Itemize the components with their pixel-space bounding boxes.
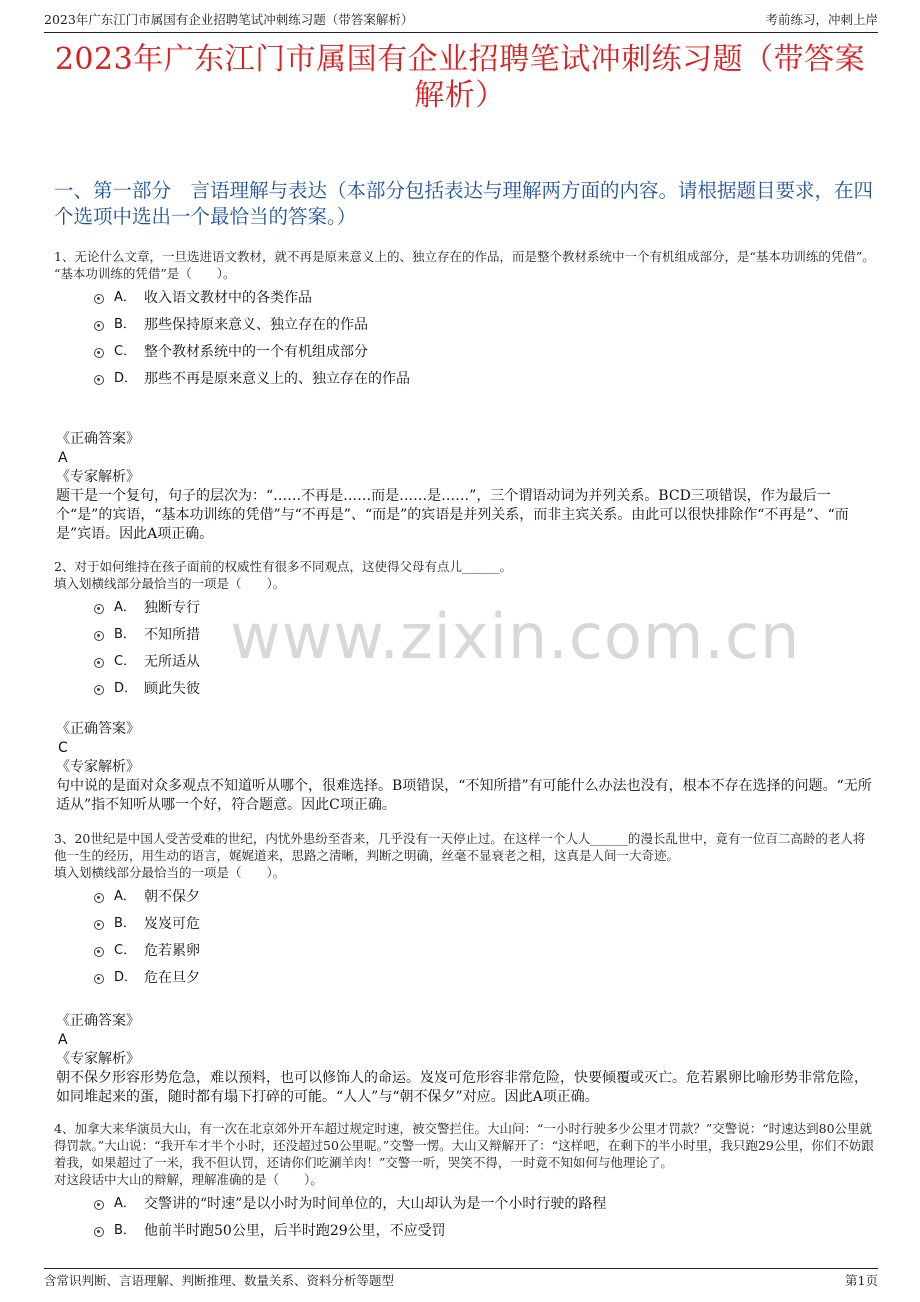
question-4 <box>54 1120 876 1248</box>
option-text: 整个教材系统中的一个有机组成部分 <box>144 344 368 360</box>
option-a[interactable] <box>94 1194 876 1221</box>
radio-icon[interactable] <box>94 1200 104 1210</box>
option-text: 收入语文教材中的各类作品 <box>144 290 312 306</box>
question-stem: 4、加拿大来华演员大山，有一次在北京郊外开车超过规定时速，被交警拦住。大山问：“一小时行驶多少公里才罚款？”交警说：“时速达到80公里就得罚款。”大山说：“我开车才半个小时，还没超过50公里呢。”交警一愣。大山又辩解开了：“这样吧，在剩下的半小时里，我只跑29公里，你们不妨跟着我，如果超过了一米，我不但认罚，还请你们吃涮羊肉！”交警一听，哭笑不得，一时竟不知如何与他理论了。 <box>54 1121 874 1170</box>
options-list <box>94 887 876 995</box>
radio-icon[interactable] <box>94 348 104 358</box>
page-number: 第1页 <box>845 1273 878 1288</box>
option-key: C． <box>114 654 137 669</box>
option-key: C． <box>114 943 137 958</box>
option-text: 顾此失彼 <box>144 681 200 697</box>
radio-icon[interactable] <box>94 920 104 930</box>
radio-icon[interactable] <box>94 893 104 903</box>
option-text: 朝不保夕 <box>144 889 200 905</box>
option-text: 那些不再是原来意义上的、独立存在的作品 <box>144 371 410 387</box>
question-instruction: “基本功训练的凭借”是（ ）。 <box>54 266 236 281</box>
analysis-text: 朝不保夕形容形势危急，难以预料，也可以修饰人的命运。岌岌可危形容非常危险，快要倾覆或灭亡。危若累卵比喻形势非常危险，如同堆起来的蛋，随时都有塌下打碎的可能。“人人”与“朝不保夕”对应。因此A项正确。 <box>56 1070 868 1105</box>
analysis-text: 题干是一个复句，句子的层次为：“……不再是……而是……是……”，三个谓语动词为并列关系。BCD三项错误，作为最后一个“是”的宾语，“基本功训练的凭借”与“不再是”、“而是”的宾语是并列关系，而非主宾关系。由此可以很快排除作“不再是”、“而是”宾语。因此A项正确。 <box>56 488 849 542</box>
answer-label: 《正确答案》 <box>56 1013 140 1029</box>
option-key: A． <box>114 1196 136 1211</box>
header-slogan: 考前练习，冲刺上岸 <box>765 12 878 27</box>
answer-block-3 <box>56 1012 876 1107</box>
correct-answer: C <box>58 740 68 756</box>
option-key: B． <box>114 317 136 332</box>
option-b[interactable] <box>94 1221 876 1248</box>
option-a[interactable] <box>94 887 876 914</box>
analysis-label: 《专家解析》 <box>56 759 140 775</box>
option-b[interactable] <box>94 914 876 941</box>
option-text: 独断专行 <box>144 600 200 616</box>
option-key: B． <box>114 627 136 642</box>
option-key: C． <box>114 344 137 359</box>
footer-description: 含常识判断、言语理解、判断推理、数量关系、资料分析等题型 <box>44 1273 395 1288</box>
option-a[interactable] <box>94 598 876 625</box>
option-d[interactable] <box>94 369 876 396</box>
analysis-label: 《专家解析》 <box>56 1051 140 1067</box>
radio-icon[interactable] <box>94 631 104 641</box>
option-text: 他前半时跑50公里，后半时跑29公里，不应受罚 <box>144 1223 446 1239</box>
question-1 <box>54 248 876 396</box>
correct-answer: A <box>58 1032 68 1048</box>
radio-icon[interactable] <box>94 321 104 331</box>
question-stem: 1、无论什么文章，一旦选进语文教材，就不再是原来意义上的、独立存在的作品，而是整个教材系统中一个有机组成部分，是“基本功训练的凭借”。 <box>54 249 875 264</box>
correct-answer: A <box>58 450 68 466</box>
option-text: 岌岌可危 <box>144 916 200 932</box>
option-c[interactable] <box>94 652 876 679</box>
option-text: 无所适从 <box>144 654 200 670</box>
option-b[interactable] <box>94 315 876 342</box>
radio-icon[interactable] <box>94 1227 104 1237</box>
radio-icon[interactable] <box>94 604 104 614</box>
options-list <box>94 598 876 706</box>
radio-icon[interactable] <box>94 294 104 304</box>
radio-icon[interactable] <box>94 658 104 668</box>
option-key: D． <box>114 970 138 985</box>
watermark: www.zixin.com.cn <box>230 600 801 673</box>
option-key: A． <box>114 889 136 904</box>
answer-label: 《正确答案》 <box>56 431 140 447</box>
analysis-text: 句中说的是面对众多观点不知道听从哪个，很难选择。B项错误，“不知所措”有可能什么办法也没有，根本不存在选择的问题。“无所适从”指不知听从哪一个好，符合题意。因此C项正确。 <box>56 778 872 813</box>
option-d[interactable] <box>94 968 876 995</box>
question-3 <box>54 830 876 995</box>
radio-icon[interactable] <box>94 974 104 984</box>
question-2 <box>54 558 876 706</box>
question-stem: 3、20世纪是中国人受苦受难的世纪，内忧外患纷至沓来，几乎没有一天停止过。在这样一个人人______的漫长乱世中，竟有一位百二高龄的老人将他一生的经历，用生动的语言，娓娓道来，思路之清晰，判断之明确，丝毫不显衰老之相，这真是人间一大奇迹。 <box>54 831 866 863</box>
option-key: D． <box>114 681 138 696</box>
page-footer <box>44 1268 878 1291</box>
option-text: 交警讲的“时速”是以小时为时间单位的，大山却认为是一个小时行驶的路程 <box>144 1196 607 1212</box>
option-key: B． <box>114 1223 136 1238</box>
question-instruction: 填入划横线部分最恰当的一项是（ ）。 <box>54 865 286 880</box>
option-text: 不知所措 <box>144 627 200 643</box>
option-text: 那些保持原来意义、独立存在的作品 <box>144 317 368 333</box>
section-heading: 一、第一部分 言语理解与表达（本部分包括表达与理解两方面的内容。请根据题目要求，在四个选项中选出一个最恰当的答案。） <box>54 179 874 228</box>
option-d[interactable] <box>94 679 876 706</box>
radio-icon[interactable] <box>94 947 104 957</box>
answer-label: 《正确答案》 <box>56 721 140 737</box>
option-b[interactable] <box>94 625 876 652</box>
option-key: D． <box>114 371 138 386</box>
option-key: B． <box>114 916 136 931</box>
header-doc-title: 2023年广东江门市属国有企业招聘笔试冲刺练习题（带答案解析） <box>44 12 414 27</box>
options-list <box>94 1194 876 1248</box>
answer-block-2 <box>56 720 876 815</box>
option-key: A． <box>114 290 136 305</box>
radio-icon[interactable] <box>94 375 104 385</box>
document-title: 2023年广东江门市属国有企业招聘笔试冲刺练习题（带答案解析） <box>54 42 866 113</box>
analysis-label: 《专家解析》 <box>56 469 140 485</box>
answer-block-1 <box>56 430 876 544</box>
question-instruction: 填入划横线部分最恰当的一项是（ ）。 <box>54 576 286 591</box>
option-c[interactable] <box>94 941 876 968</box>
option-key: A． <box>114 600 136 615</box>
option-text: 危若累卵 <box>144 943 200 959</box>
question-instruction: 对这段话中大山的辩解，理解准确的是（ ）。 <box>54 1172 323 1187</box>
option-text: 危在旦夕 <box>144 970 200 986</box>
option-a[interactable] <box>94 288 876 315</box>
radio-icon[interactable] <box>94 685 104 695</box>
page-header <box>44 10 878 33</box>
option-c[interactable] <box>94 342 876 369</box>
options-list <box>94 288 876 396</box>
question-stem: 2、对于如何维持在孩子面前的权威性有很多不同观点，这使得父母有点儿______。 <box>54 559 512 574</box>
